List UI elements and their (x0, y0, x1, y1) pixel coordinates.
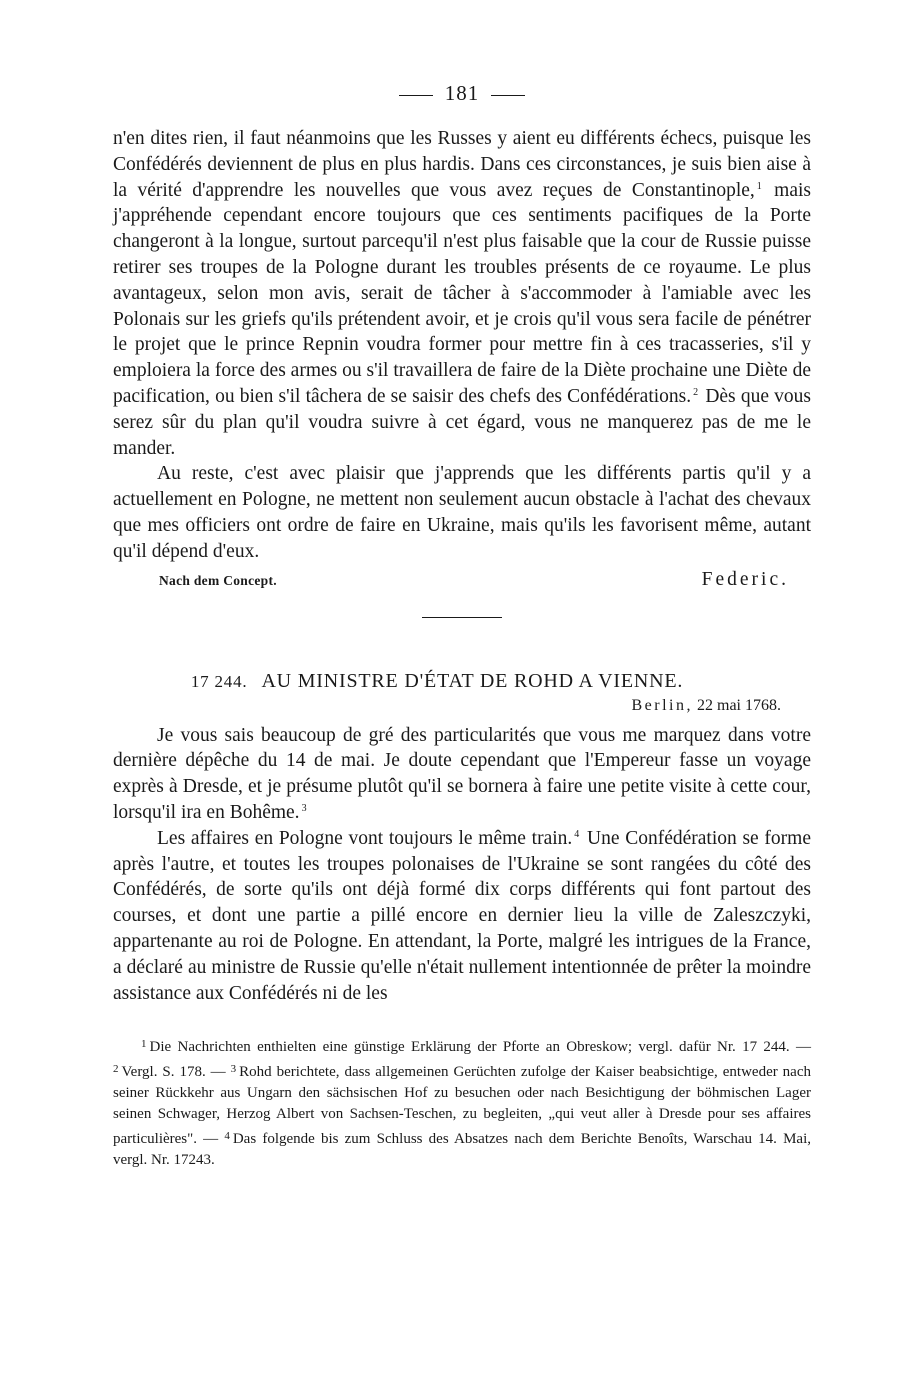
second-letter-body (113, 723, 811, 1007)
head-dash-left (399, 95, 433, 96)
letter-title: AU MINISTRE D'ÉTAT DE ROHD A VIENNE. (261, 669, 684, 692)
footnote-marker: 4 (224, 1129, 230, 1142)
text-run: Dès que vous serez sûr du plan qu'il voudra suivre à cet égard, vous ne manquerez pas de me le mander. (113, 385, 811, 459)
footnote-marker: 2 (693, 386, 699, 398)
text-run: Je vous sais beaucoup de gré des particularités que vous me marquez dans votre dernière dépêche du 14 de mai. Je doute cependant que l'Empereur fasse un voyage exprès à Dresde, et je présume plutôt qu'il se bornera à faire une petite visite à cette cour, lorsqu'il ira en Bohême. (113, 724, 811, 823)
first-letter-body (113, 126, 811, 565)
paragraph (113, 723, 811, 826)
running-head (113, 80, 811, 106)
footnote-marker: 4 (574, 828, 580, 840)
text-run: Vergl. S. 178. — (121, 1063, 231, 1080)
closing-line (113, 569, 811, 591)
paragraph (113, 126, 811, 461)
text-run: Au reste, c'est avec plaisir que j'apprends que les différents partis qu'il y a actuellement en Pologne, ne mettent non seulement aucun obstacle à l'achat des chevaux que mes officiers ont ordre de faire en Ukraine, mais qu'ils les favorisent même, autant qu'il dépend d'eux. (113, 463, 811, 562)
dateline-date: 22 mai 1768. (697, 696, 781, 714)
footnote-marker: 2 (113, 1062, 119, 1075)
text-run: Une Confédération se forme après l'autre, et toutes les troupes polonaises de l'Ukraine se sont rangées du côté des Confédérés, de sorte qu'ils ont déjà formé dix corps différents qui font partout des courses, et dont une partie a pillé encore en dernier lieu la ville de Zaleszczyki, appartenante au roi de Pologne. En attendant, la Porte, malgré les intrigues de la France, a déclaré au ministre de Russie qu'elle n'était nullement intentionnée de prêter la moindre assistance aux Confédérés ni de les (113, 827, 811, 1004)
footnote-paragraph (113, 1034, 811, 1171)
text-run: Les affaires en Pologne vont toujours le même train. (157, 827, 573, 849)
head-dash-right (491, 95, 525, 96)
footnote-marker: 3 (301, 802, 307, 814)
paragraph (113, 461, 811, 564)
text-run: mais j'appréhende cependant encore toujours que ces sentiments pacifiques de la Porte changeront à la longue, surtout parcequ'il n'est plus faisable que la cour de Russie puisse retirer ses troupes de la Pologne durant les troubles présents de ce royaume. Le plus avantageux, selon mon avis, serait de tâcher à s'accommoder à l'amiable avec les Polonais sur les griefs qu'ils prétendent avoir, et je crois qu'il vous sera facile de pénétrer le projet que le prince Repnin voudra former pour mettre fin à ces tracasseries, s'il y emploiera la force des armes ou s'il travaillera de faire de la Diète prochaine une Diète de pacification, ou bien s'il tâchera de se saisir des chefs des Confédérations. (113, 179, 811, 407)
book-page (113, 80, 811, 1171)
footnote-marker: 1 (141, 1038, 147, 1051)
text-run: Das folgende bis zum Schluss des Absatzes nach dem Berichte Benoîts, Warschau 14. Mai, vergl. Nr. 17243. (113, 1130, 811, 1168)
footnotes (113, 1034, 811, 1171)
paragraph (113, 826, 811, 1007)
signature: Federic. (701, 568, 789, 590)
letter-heading (113, 670, 811, 693)
dateline (113, 697, 811, 715)
text-run: n'en dites rien, il faut néanmoins que les Russes y aient eu différents échecs, puisque les Confédérés deviennent de plus en plus hardis. Dans ces circonstances, je suis bien aise à la vérité d'apprendre les nouvelles que vous avez reçues de Constantinople, (113, 128, 811, 201)
source-note: Nach dem Concept. (159, 572, 277, 588)
dateline-place: Berlin, (631, 696, 693, 714)
section-divider (422, 617, 502, 618)
text-run: Die Nachrichten enthielten eine günstige Erklärung der Pforte an Obreskow; vergl. dafür Nr. 17 244. — (149, 1039, 811, 1056)
page-number: 181 (444, 81, 480, 105)
footnote-marker: 1 (756, 180, 762, 192)
letter-number: 17 244. (190, 671, 248, 691)
footnote-marker: 3 (230, 1062, 237, 1075)
text-run: Rohd berichtete, dass allgemeinen Gerüchten zufolge der Kaiser beabsichtige, entweder nach seiner Rückkehr aus Ungarn den sächsischen Hof zu besuchen oder nach Besichtigung der böhmischen Lager seinen Schwager, Herzog Albert von Sachsen-Teschen, zu begleiten, „qui veut aller à Dresde pour ses affaires particulières". — (113, 1063, 812, 1147)
